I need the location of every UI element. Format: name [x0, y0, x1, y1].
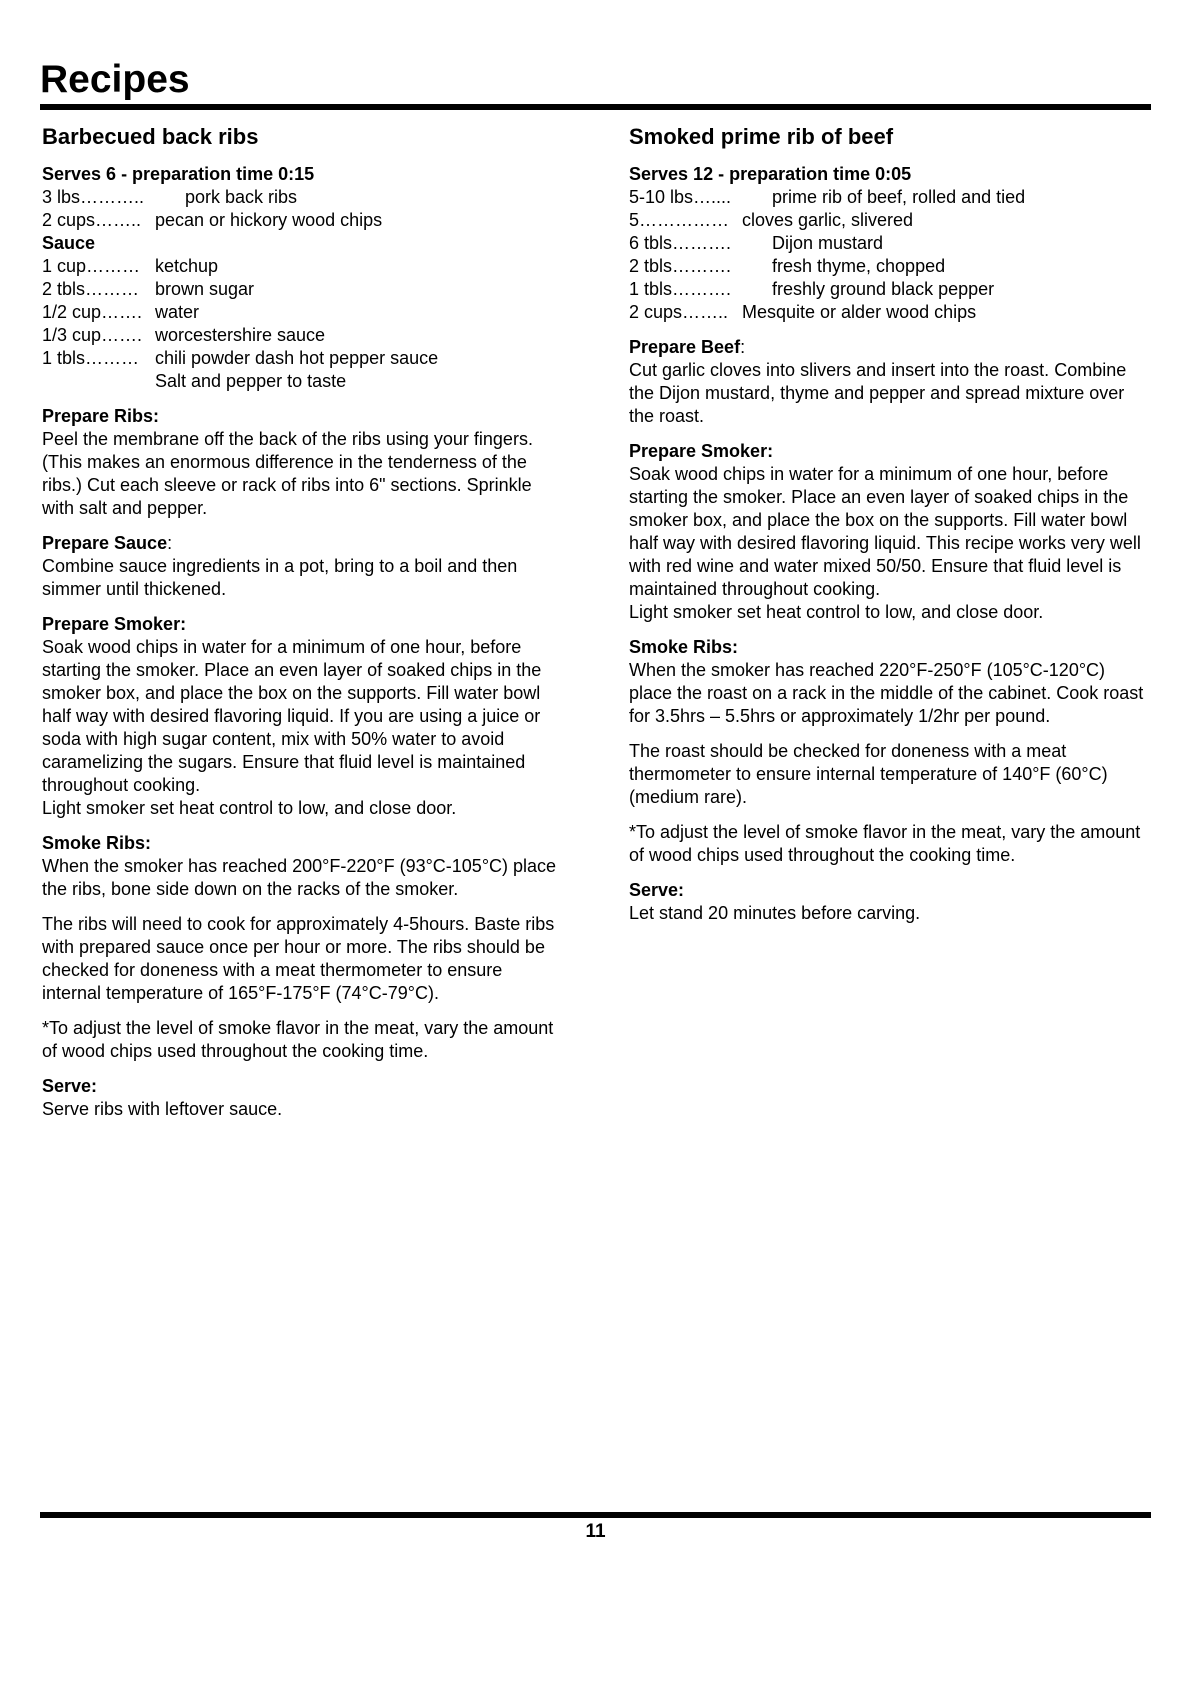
ingredient-item: ketchup: [155, 256, 219, 276]
section-prepare-smoker: [629, 440, 1151, 624]
ingredient-item: fresh thyme, chopped: [772, 256, 946, 276]
ingredient-qty: 2 cups……..: [42, 210, 142, 230]
section-heading: Smoke Ribs:: [629, 637, 739, 657]
section-heading: Prepare Smoker:: [42, 614, 187, 634]
section-text: Light smoker set heat control to low, and close door.: [42, 798, 457, 818]
ingredient-row: [629, 209, 1151, 232]
ingredient-item: Mesquite or alder wood chips: [742, 302, 977, 322]
ingredient-qty: 6 tbls……….: [629, 233, 732, 253]
section-serve: [629, 879, 1151, 925]
ingredient-qty: 3 lbs………..: [42, 187, 145, 207]
section-heading: Serve:: [629, 880, 685, 900]
ingredient-item: pecan or hickory wood chips: [155, 210, 383, 230]
heading-colon: :: [167, 533, 173, 553]
section-text: Peel the membrane off the back of the ribs using your fingers. (This makes an enormous difference in the tenderness of the ribs.) Cut each sleeve or rack of ribs into 6" sections. Sprinkle with salt and pepper.: [42, 429, 533, 518]
ingredient-row: [42, 324, 562, 347]
section-prepare-beef: [629, 336, 1151, 428]
ingredient-item: pork back ribs: [185, 187, 298, 207]
ingredient-qty: 2 cups……..: [629, 302, 729, 322]
ingredient-row: [42, 370, 562, 393]
ingredient-qty: 2 tbls………: [42, 279, 140, 299]
section-text: The ribs will need to cook for approximately 4-5hours. Baste ribs with prepared sauce once per hour or more. The ribs should be checked for doneness with a meat thermometer to ensure internal temperature of 165°F-175°F (74°C-79°C).: [42, 914, 555, 1003]
ingredient-item: chili powder dash hot pepper sauce: [155, 348, 439, 368]
section-text: *To adjust the level of smoke flavor in the meat, vary the amount of wood chips used throughout the cooking time.: [629, 822, 1141, 865]
ingredient-row: [629, 232, 1151, 255]
ingredient-qty: 1 cup………: [42, 256, 141, 276]
ingredient-item: freshly ground black pepper: [772, 279, 995, 299]
ingredient-qty: 1/2 cup…….: [42, 302, 143, 322]
ingredient-item: cloves garlic, slivered: [742, 210, 914, 230]
recipe-title: Barbecued back ribs: [42, 124, 259, 149]
ingredient-item: worcestershire sauce: [155, 325, 326, 345]
section-serve: [42, 1075, 562, 1121]
ingredient-item: Salt and pepper to taste: [155, 371, 347, 391]
ingredient-qty: 1/3 cup…….: [42, 325, 143, 345]
section-heading: Prepare Sauce: [42, 533, 168, 553]
recipe-barbecued-back-ribs: [42, 123, 562, 1121]
section-text: Combine sauce ingredients in a pot, bring to a boil and then simmer until thickened.: [42, 556, 518, 599]
section-heading: Smoke Ribs:: [42, 833, 152, 853]
ingredient-item: Dijon mustard: [772, 233, 884, 253]
section-text: The roast should be checked for doneness with a meat thermometer to ensure internal temperature of 140°F (60°C) (medium rare).: [629, 741, 1108, 807]
ingredient-row: [42, 347, 562, 370]
ingredient-item: water: [155, 302, 200, 322]
serves-line: Serves 6 - preparation time 0:15: [42, 164, 315, 184]
section-prepare-ribs: [42, 405, 562, 520]
section-prepare-smoker: [42, 613, 562, 820]
section-heading: Prepare Smoker:: [629, 441, 774, 461]
section-text: Soak wood chips in water for a minimum of one hour, before starting the smoker. Place an even layer of soaked chips in the smoker box, and place the box on the supports. Fill water bowl half way with desired flavoring liquid. This recipe works very well with red wine and water mixed 50/50. Ensure that fluid level is maintained throughout cooking.: [629, 464, 1141, 599]
section-heading: Prepare Ribs:: [42, 406, 160, 426]
top-divider: [40, 104, 1151, 110]
section-smoke-ribs: [42, 832, 562, 1063]
ingredient-qty: 1 tbls………: [42, 348, 140, 368]
ingredient-item: brown sugar: [155, 279, 255, 299]
section-heading: Serve:: [42, 1076, 98, 1096]
page-title: Recipes: [40, 58, 190, 101]
recipe-smoked-prime-rib: [629, 123, 1151, 925]
ingredient-row: [42, 278, 562, 301]
section-heading: Prepare Beef: [629, 337, 741, 357]
heading-colon: :: [740, 337, 746, 357]
bottom-divider: [40, 1512, 1151, 1518]
ingredient-row: [629, 186, 1151, 209]
recipe-title: Smoked prime rib of beef: [629, 124, 894, 149]
serves-line: Serves 12 - preparation time 0:05: [629, 164, 912, 184]
section-text: Serve ribs with leftover sauce.: [42, 1099, 283, 1119]
section-text: Light smoker set heat control to low, and close door.: [629, 602, 1044, 622]
ingredient-qty: 1 tbls……….: [629, 279, 732, 299]
ingredient-row: [42, 209, 562, 232]
page-number: 11: [585, 1521, 606, 1542]
section-smoke-ribs: [629, 636, 1151, 867]
section-prepare-sauce: [42, 532, 562, 601]
ingredient-row: [42, 186, 562, 209]
section-text: Let stand 20 minutes before carving.: [629, 903, 921, 923]
ingredient-qty: 5……………: [629, 210, 730, 230]
section-text: When the smoker has reached 220°F-250°F (105°C-120°C) place the roast on a rack in the middle of the cabinet. Cook roast for 3.5hrs – 5.5hrs or approximately 1/2hr per pound.: [629, 660, 1144, 726]
section-text: *To adjust the level of smoke flavor in the meat, vary the amount of wood chips used throughout the cooking time.: [42, 1018, 554, 1061]
ingredient-row: [42, 255, 562, 278]
ingredient-row: [629, 278, 1151, 301]
ingredient-row: [629, 301, 1151, 324]
section-text: Soak wood chips in water for a minimum of one hour, before starting the smoker. Place an even layer of soaked chips in the smoker box, and place the box on the supports. Fill water bowl half way with desired flavoring liquid. If you are using a juice or soda with high sugar content, mix with 50% water to avoid caramelizing the sugars. Ensure that fluid level is maintained throughout cooking.: [42, 637, 542, 795]
ingredient-qty: 5-10 lbs…....: [629, 187, 732, 207]
sauce-heading: Sauce: [42, 233, 96, 253]
ingredient-row: [42, 301, 562, 324]
section-text: Cut garlic cloves into slivers and insert into the roast. Combine the Dijon mustard, thyme and pepper and spread mixture over the roast.: [629, 360, 1127, 426]
ingredient-row: [629, 255, 1151, 278]
section-text: When the smoker has reached 200°F-220°F (93°C-105°C) place the ribs, bone side down on the racks of the smoker.: [42, 856, 557, 899]
ingredient-item: prime rib of beef, rolled and tied: [772, 187, 1026, 207]
ingredient-qty: 2 tbls……….: [629, 256, 732, 276]
